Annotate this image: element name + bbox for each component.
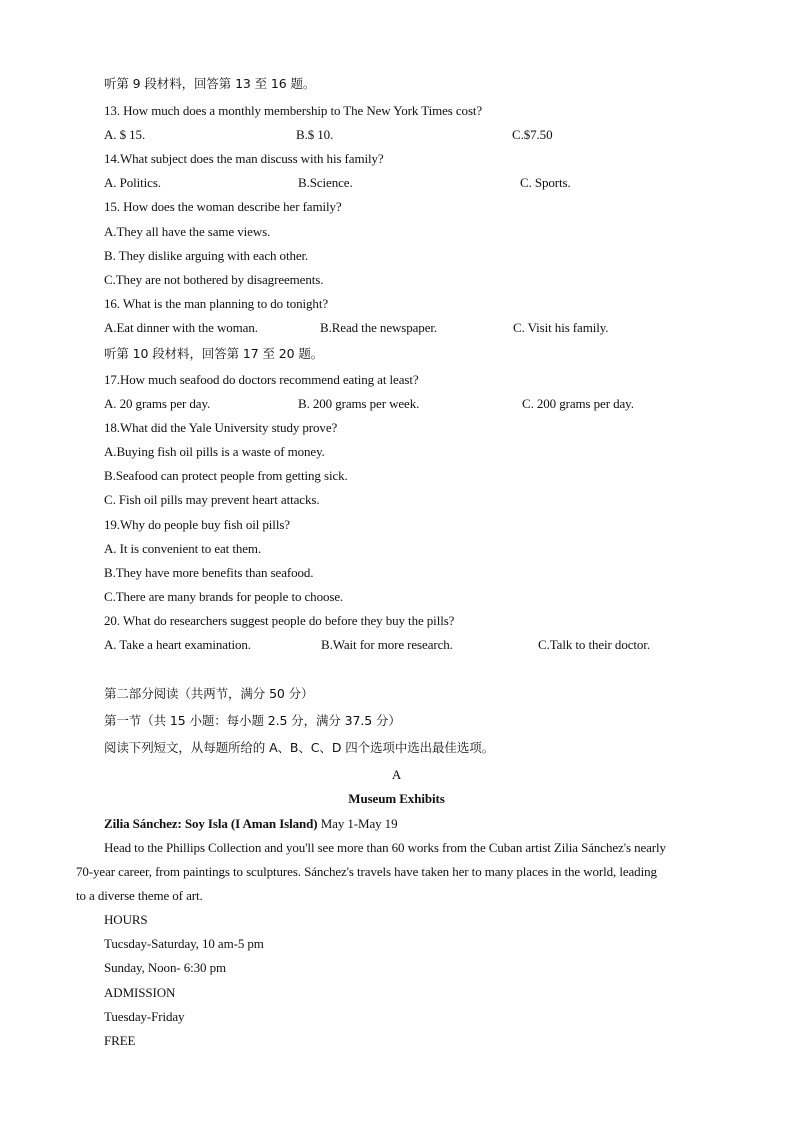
question-14-option-a: A. Politics. — [104, 175, 161, 190]
question-13-stem: 13. How much does a monthly membership to The New York Times cost? — [104, 103, 483, 118]
question-15-option-c: C.They are not bothered by disagreements. — [104, 272, 324, 287]
exhibit-dates: May 1-May 19 — [317, 816, 398, 831]
question-20-stem: 20. What do researchers suggest people do before they buy the pills? — [104, 613, 455, 628]
admission-price: FREE — [104, 1033, 136, 1048]
question-17-option-c: C. 200 grams per day. — [522, 396, 634, 411]
exhibit-body-line-3: to a diverse theme of art. — [76, 888, 203, 903]
passage-letter: A — [391, 767, 402, 782]
question-19-option-c: C.There are many brands for people to choose. — [104, 589, 344, 604]
hours-sunday: Sunday, Noon- 6:30 pm — [104, 960, 226, 975]
hours-label: HOURS — [104, 912, 148, 927]
passage-title: Museum Exhibits — [348, 791, 445, 806]
question-17-option-a: A. 20 grams per day. — [104, 396, 211, 411]
question-13-option-a: A. $ 15. — [104, 127, 146, 142]
question-16-option-b: B.Read the newspaper. — [320, 320, 438, 335]
reading-part-title: 第二部分阅读（共两节，满分 50 分） — [104, 686, 314, 701]
question-20-option-a: A. Take a heart examination. — [104, 637, 251, 652]
question-20-option-b: B.Wait for more research. — [321, 637, 453, 652]
exhibit-title: Zilia Sánchez: Soy Isla (I Aman Island) — [104, 816, 318, 831]
question-18-option-a: A.Buying fish oil pills is a waste of money. — [104, 444, 325, 459]
question-16-option-c: C. Visit his family. — [513, 320, 609, 335]
question-19-stem: 19.Why do people buy fish oil pills? — [104, 517, 290, 532]
section-10-header: 听第 10 段材料，回答第 17 至 20 题。 — [104, 346, 324, 361]
question-14-option-b: B.Science. — [298, 175, 353, 190]
exhibit-body-line-2: 70-year career, from paintings to sculptures. Sánchez's travels have taken her to many places in the world, leading — [76, 864, 657, 879]
question-15-option-b: B. They dislike arguing with each other. — [104, 248, 309, 263]
exhibit-body-line-1: Head to the Phillips Collection and you'll see more than 60 works from the Cuban artist Zilia Sánchez's nearly — [104, 840, 666, 855]
question-18-option-b: B.Seafood can protect people from getting sick. — [104, 468, 348, 483]
question-16-option-a: A.Eat dinner with the woman. — [104, 320, 258, 335]
question-14-option-c: C. Sports. — [520, 175, 571, 190]
section-9-header: 听第 9 段材料，回答第 13 至 16 题。 — [104, 76, 316, 91]
question-13-option-c: C.$7.50 — [512, 127, 553, 142]
question-17-stem: 17.How much seafood do doctors recommend eating at least? — [104, 372, 419, 387]
question-14-stem: 14.What subject does the man discuss with his family? — [104, 151, 384, 166]
question-19-option-b: B.They have more benefits than seafood. — [104, 565, 314, 580]
reading-instructions: 阅读下列短文，从每题所给的 A、B、C、D 四个选项中选出最佳选项。 — [104, 740, 495, 755]
question-19-option-a: A. It is convenient to eat them. — [104, 541, 262, 556]
question-20-option-c: C.Talk to their doctor. — [538, 637, 650, 652]
question-17-option-b: B. 200 grams per week. — [298, 396, 420, 411]
question-16-stem: 16. What is the man planning to do tonight? — [104, 296, 329, 311]
question-18-option-c: C. Fish oil pills may prevent heart attacks. — [104, 492, 320, 507]
admission-label: ADMISSION — [104, 985, 176, 1000]
question-13-option-b: B.$ 10. — [296, 127, 334, 142]
question-18-stem: 18.What did the Yale University study prove? — [104, 420, 338, 435]
hours-weekday: Tucsday-Saturday, 10 am-5 pm — [104, 936, 264, 951]
reading-section-title: 第一节（共 15 小题：每小题 2.5 分，满分 37.5 分） — [104, 713, 401, 728]
exhibit-heading — [104, 816, 397, 832]
admission-days: Tuesday-Friday — [104, 1009, 185, 1024]
question-15-stem: 15. How does the woman describe her family? — [104, 199, 342, 214]
question-15-option-a: A.They all have the same views. — [104, 224, 271, 239]
